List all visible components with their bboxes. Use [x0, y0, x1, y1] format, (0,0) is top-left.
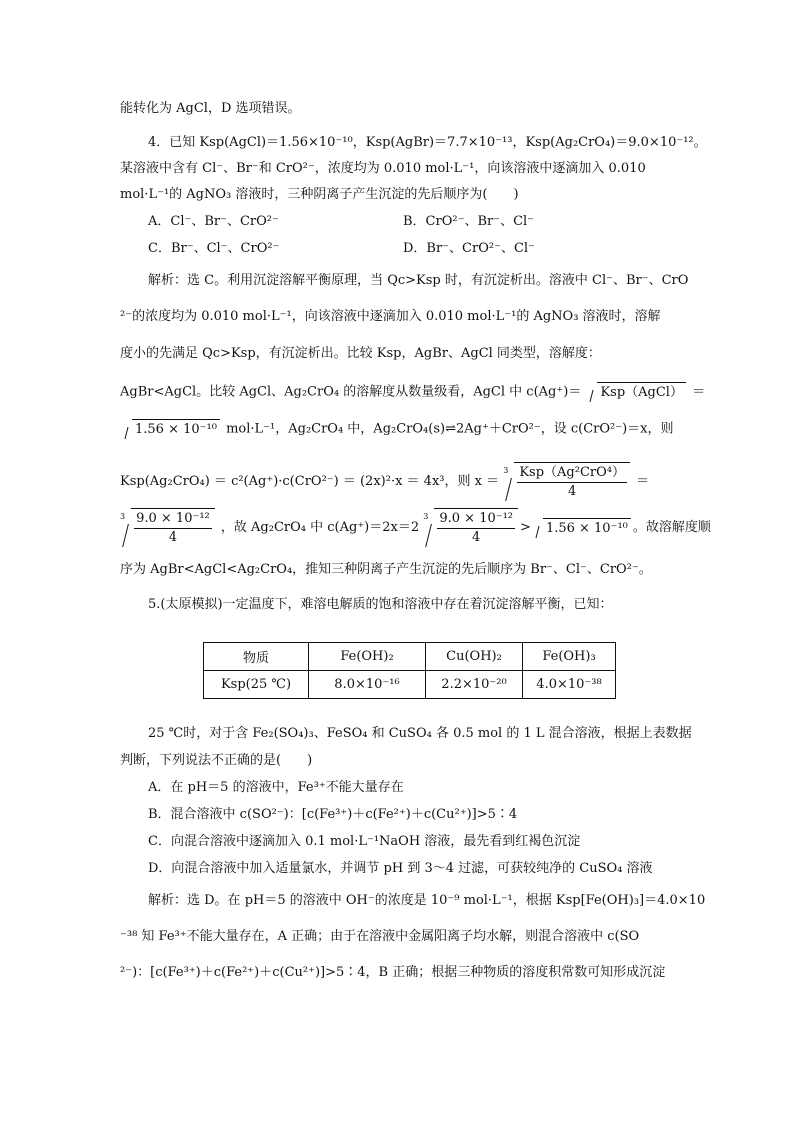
text-line: 能转化为 AgCl，D 选项错误。	[120, 101, 301, 116]
analysis-4: 度小的先满足 Qc>Ksp，有沉淀析出。比较 Ksp，AgBr、AgCl 同类型，溶解度：	[120, 346, 601, 361]
sqrt-expression: 1.56 × 10⁻¹⁰	[533, 518, 631, 538]
table-row	[204, 643, 616, 671]
table-cell: 8.0×10⁻¹⁶	[309, 671, 426, 699]
table-header: Fe(OH)₃	[523, 643, 616, 671]
option-b: B．CrO²⁻、Br⁻、Cl⁻	[403, 214, 535, 229]
option-d: D．Br⁻、CrO²⁻、Cl⁻	[403, 241, 535, 256]
root-index: 3	[120, 512, 126, 521]
table-cell: Ksp(25 ℃)	[204, 671, 309, 699]
analysis-4: 。故溶解度顺	[632, 520, 711, 535]
option-d: D．向混合溶液中加入适量氯水，并调节 pH 到 3～4 过滤，可获较纯净的 CuSO₄ 溶液	[148, 861, 653, 876]
table-header: Fe(OH)₂	[309, 643, 426, 671]
analysis-4: 解析：选 C。利用沉淀溶解平衡原理，当 Qc>Ksp 时，有沉淀析出。溶液中 Cl⁻、Br⁻、CrO	[148, 273, 689, 288]
ksp-table	[203, 642, 616, 699]
cbrt-expression: $\frac{\text{Ksp（Ag²CrO⁴）}}{4}$	[504, 462, 630, 501]
equals-sign: ＝	[692, 384, 706, 400]
root-index: 3	[503, 466, 509, 475]
cbrt-expression: $\frac{\text{9.0 × 10⁻¹²}}{4}$	[424, 508, 518, 547]
table-header: 物质	[204, 643, 309, 671]
analysis-4: Ksp(Ag₂CrO₄) ＝ c²(Ag⁺)·c(CrO²⁻) ＝ (2x)²·x ＝ 4x³，则 x ＝	[120, 474, 500, 489]
analysis-4: AgBr<AgCl。比较 AgCl、Ag₂CrO₄ 的溶解度从数量级看，AgCl 中 c(Ag⁺)＝	[120, 384, 582, 400]
analysis-4: ，故 Ag₂CrO₄ 中 c(Ag⁺)＝2x＝2	[220, 520, 420, 535]
analysis-4-line	[120, 382, 705, 402]
analysis-4: ²⁻的浓度均为 0.010 mol·L⁻¹，向该溶液中逐滴加入 0.010 mol·L⁻¹的 AgNO₃ 溶液时，溶解	[120, 309, 661, 324]
question-4-stem: 4．已知 Ksp(AgCl)＝1.56×10⁻¹⁰，Ksp(AgBr)＝7.7×10⁻¹³，Ksp(Ag₂CrO₄)＝9.0×10⁻¹²。	[148, 135, 707, 150]
cbrt-expression: $\frac{\text{9.0 × 10⁻¹²}}{4}$	[121, 508, 215, 547]
analysis-4-line	[120, 508, 711, 547]
option-a: A．Cl⁻、Br⁻、CrO²⁻	[148, 214, 279, 229]
question-5-stem: 25 ℃时，对于含 Fe₂(SO₄)₃、FeSO₄ 和 CuSO₄ 各 0.5 mol 的 1 L 混合溶液，根据上表数据	[148, 726, 692, 741]
question-5-stem: 判断，下列说法不正确的是( )	[120, 753, 313, 768]
table-cell: 4.0×10⁻³⁸	[523, 671, 616, 699]
table-header: Cu(OH)₂	[426, 643, 523, 671]
analysis-4-line	[120, 419, 674, 439]
sqrt-expression: 1.56 × 10⁻¹⁰	[122, 419, 220, 439]
analysis-5: ²⁻)：[c(Fe³⁺)＋c(Fe²⁺)＋c(Cu²⁺)]>5∶4，B 正确；根据三种物质的溶度积常数可知形成沉淀	[120, 965, 666, 980]
option-c: C．向混合溶液中逐滴加入 0.1 mol·L⁻¹NaOH 溶液，最先看到红褐色沉淀	[148, 834, 581, 849]
table-row	[204, 671, 616, 699]
option-c: C．Br⁻、Cl⁻、CrO²⁻	[148, 241, 280, 256]
question-4-stem: mol·L⁻¹的 AgNO₃ 溶液时，三种阴离子产生沉淀的先后顺序为( )	[120, 187, 519, 202]
equals-sign: ＝	[636, 474, 650, 489]
analysis-4: mol·L⁻¹，Ag₂CrO₄ 中，Ag₂CrO₄(s)⇌2Ag⁺＋CrO²⁻，设 c(CrO²⁻)＝x，则	[226, 421, 674, 437]
analysis-4-line	[120, 462, 649, 501]
analysis-5: 解析：选 D。在 pH＝5 的溶液中 OH⁻的浓度是 10⁻⁹ mol·L⁻¹，根据 Ksp[Fe(OH)₃]＝4.0×10	[148, 893, 706, 908]
table-cell: 2.2×10⁻²⁰	[426, 671, 523, 699]
root-index: 3	[423, 512, 429, 521]
question-4-stem: 某溶液中含有 Cl⁻、Br⁻和 CrO²⁻，浓度均为 0.010 mol·L⁻¹，向该溶液中逐滴加入 0.010	[120, 161, 646, 176]
question-5-stem: 5.(太原模拟)一定温度下，难溶电解质的饱和溶液中存在着沉淀溶解平衡，已知：	[148, 597, 613, 612]
option-a: A．在 pH＝5 的溶液中，Fe³⁺不能大量存在	[148, 780, 404, 795]
sqrt-expression: Ksp（AgCl）	[587, 382, 686, 402]
option-b: B．混合溶液中 c(SO²⁻)：[c(Fe³⁺)＋c(Fe²⁺)＋c(Cu²⁺)]>5∶4	[148, 807, 518, 822]
analysis-4: 序为 AgBr<AgCl<Ag₂CrO₄，推知三种阴离子产生沉淀的先后顺序为 Br⁻、Cl⁻、CrO²⁻。	[120, 562, 652, 577]
analysis-5: ⁻³⁸ 知 Fe³⁺不能大量存在，A 正确；由于在溶液中金属阳离子均水解，则混合溶液中 c(SO	[120, 929, 640, 944]
compare-sign: >	[520, 520, 531, 535]
